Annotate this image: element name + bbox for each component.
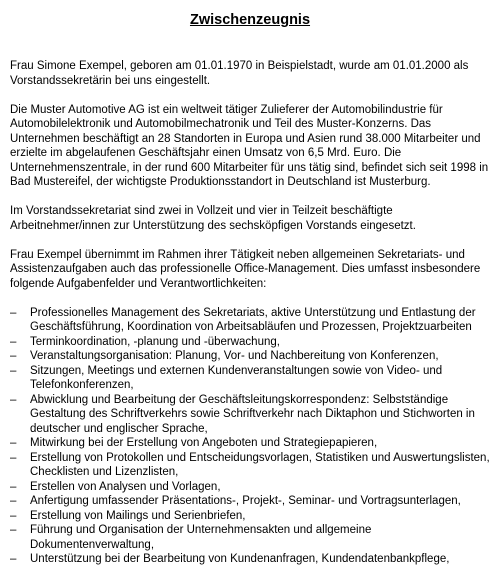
bullet-dash: – [10, 306, 17, 319]
list-item-text: Erstellen von Analysen und Vorlagen, [30, 480, 221, 493]
bullet-dash: – [10, 364, 17, 377]
bullet-dash: – [10, 553, 17, 565]
bullet-dash: – [10, 480, 17, 493]
list-item [10, 523, 492, 552]
bullet-dash: – [10, 451, 17, 464]
list-item [10, 436, 492, 451]
list-item-text: Erstellung von Mailings und Serienbriefen, [30, 509, 246, 522]
list-item [10, 451, 492, 480]
list-item-text: Führung und Organisation der Unternehmensakten und allgemeine Dokumentenverwaltung, [30, 524, 372, 551]
bullet-dash: – [10, 393, 17, 406]
list-item-text: Professionelles Management des Sekretariats, aktive Unterstützung und Entlastung der Geschäftsführung, Koordination von Arbeitsabläufen und Prozessen, Projektzuarbeiten [30, 306, 476, 333]
list-item-text: Erstellung von Protokollen und Entscheidungsvorlagen, Statistiken und Auswertungslisten, Checklisten und Lizenzlisten, [30, 451, 490, 478]
list-item-text: Anfertigung umfassender Präsentations-, Projekt-, Seminar- und Vortragsunterlagen, [30, 495, 461, 507]
list-item-text: Terminkoordination, -planung und -überwachung, [30, 335, 280, 348]
document-title: Zwischenzeugnis [189, 12, 311, 28]
list-item [10, 393, 492, 437]
task-list [10, 306, 492, 567]
list-item [10, 335, 492, 350]
list-item-text: Mitwirkung bei der Erstellung von Angeboten und Strategiepapieren, [30, 437, 378, 449]
list-item [10, 364, 492, 393]
bullet-dash: – [10, 350, 17, 362]
list-item [10, 552, 492, 567]
bullet-dash: – [10, 437, 17, 449]
list-item-text: Sitzungen, Meetings und externen Kundenveranstaltungen sowie von Video- und Telefonkonferenzen, [30, 364, 443, 391]
bullet-dash: – [10, 495, 17, 507]
list-item-text: Unterstützung bei der Bearbeitung von Kundenanfragen, Kundendatenbankpflege, [30, 553, 450, 565]
intro-paragraph: Frau Simone Exempel, geboren am 01.01.1970 in Beispielstadt, wurde am 01.01.2000 als Vorstandssekretärin bei uns eingestellt. [10, 60, 469, 87]
bullet-dash: – [10, 524, 17, 536]
secretariat-paragraph: Im Vorstandssekretariat sind zwei in Vollzeit und vier in Teilzeit beschäftigte Arbeitnehmer/innen zur Unterstützung des sechsköpfigen Vorstands eingesetzt. [10, 205, 416, 232]
bullet-dash: – [10, 509, 17, 522]
list-item [10, 349, 492, 364]
list-item [10, 306, 492, 335]
document-body [10, 59, 492, 567]
list-item-text: Abwicklung und Bearbeitung der Geschäftsleitungskorrespondenz: Selbstständige Gestaltung des Schriftverkehrs sowie Schriftverkehr nach Diktaphon und Stichworten in deutscher und englischer Sprache, [30, 393, 475, 435]
list-item-text: Veranstaltungsorganisation: Planung, Vor- und Nachbereitung von Konferenzen, [30, 350, 439, 362]
duties-intro-paragraph: Frau Exempel übernimmt im Rahmen ihrer Tätigkeit neben allgemeinen Sekretariats- und Assistenzaufgaben auch das professionelle Office-Management. Dies umfasst insbesondere folgende Aufgabenfelder und Verantwortlichkeiten: [10, 248, 481, 290]
company-paragraph: Die Muster Automotive AG ist ein weltweit tätiger Zulieferer der Automobilindustrie für Automobilelektronik und Automobilmechatronik und Teil des Muster-Konzerns. Das Unternehmen beschäftigt an 28 Standorten in Europa und Asien rund 38.000 Mitarbeiter und erzielte im abgelaufenen Geschäftsjahr einen Umsatz von 6,5 Mrd. Euro. Die Unternehmenszentrale, in der rund 600 Mitarbeiter für uns tätig sind, befindet sich seit 1998 in Bad Mustereifel, der wichtigste Produktionsstandort in Deutschland ist Musterburg. [10, 103, 489, 188]
list-item [10, 480, 492, 495]
list-item [10, 509, 492, 524]
bullet-dash: – [10, 335, 17, 348]
list-item [10, 494, 492, 509]
